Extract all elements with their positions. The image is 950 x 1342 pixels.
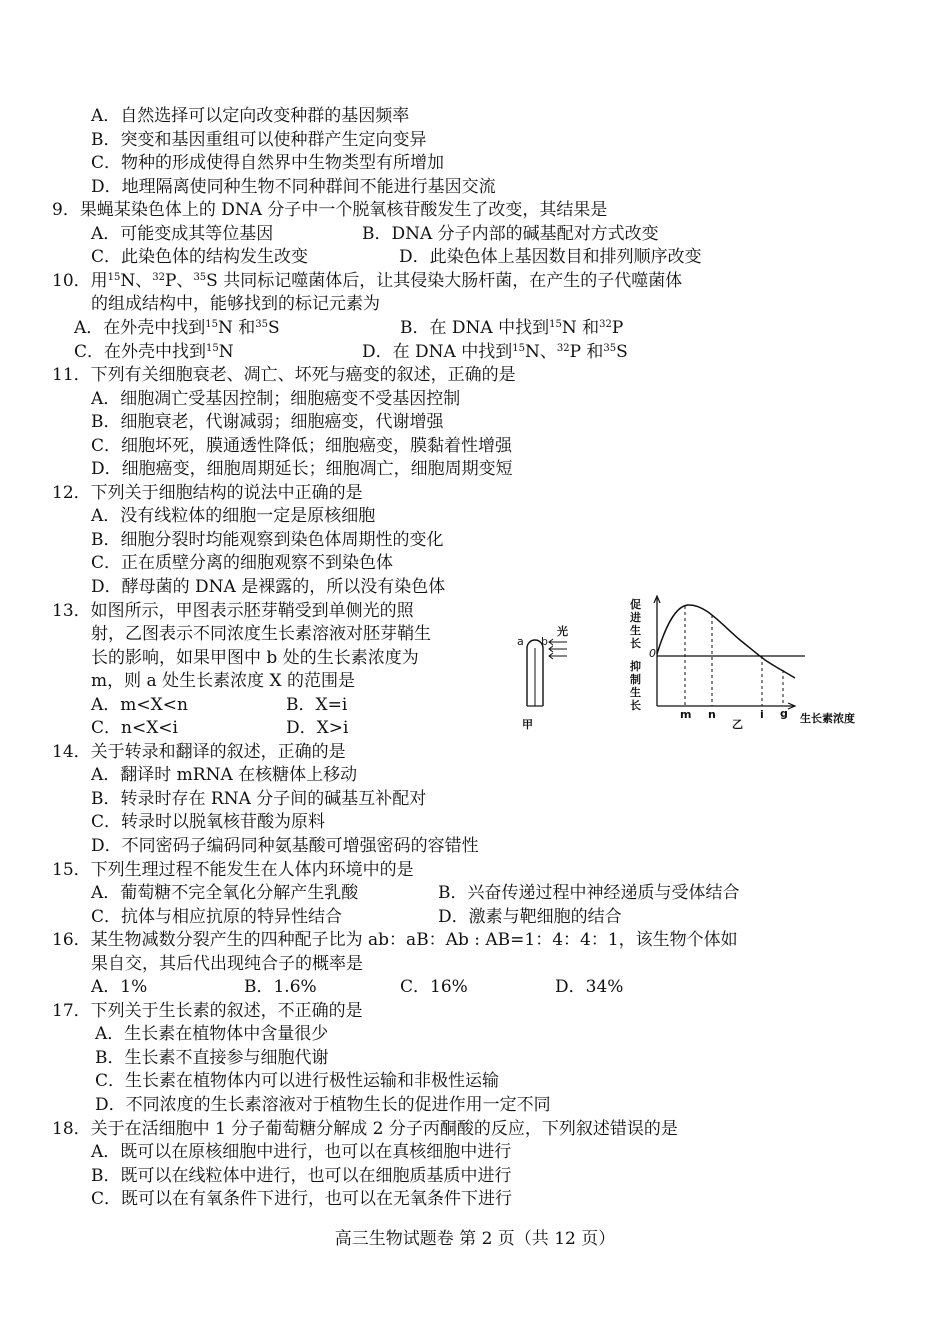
q15-stem: 15．下列生理过程不能发生在人体内环境中的是 xyxy=(52,860,414,880)
q13-figure xyxy=(505,588,875,738)
q11-stem: 11．下列有关细胞衰老、凋亡、坏死与癌变的叙述，正确的是 xyxy=(52,365,516,385)
q9-option-d: D．此染色体上基因数目和排列顺序改变 xyxy=(399,247,702,267)
tick-g: g xyxy=(780,707,788,720)
growth-curve-chart xyxy=(629,596,855,731)
q8-option-d: D．地理隔离使同种生物不同种群间不能进行基因交流 xyxy=(91,177,496,197)
label-a: a xyxy=(517,635,524,648)
q18-option-b: B．既可以在线粒体中进行，也可以在细胞质基质中进行 xyxy=(91,1166,512,1186)
q17-option-c: C．生长素在植物体内可以进行极性运输和非极性运输 xyxy=(95,1071,500,1091)
q15-option-d: D．激素与靶细胞的结合 xyxy=(438,907,622,927)
q10-stem-cont: 的组成结构中，能够找到的标记元素为 xyxy=(91,294,380,314)
q14-stem: 14．关于转录和翻译的叙述，正确的是 xyxy=(52,742,346,762)
q16-option-b: B．1.6% xyxy=(244,977,317,997)
q11-option-c: C．细胞坏死，膜通透性降低；细胞癌变，膜黏着性增强 xyxy=(91,436,513,456)
q16-stem-cont: 果自交，其后代出现纯合子的概率是 xyxy=(91,954,363,974)
x-axis-label: 生长素浓度 xyxy=(800,712,855,725)
q16-stem: 16．某生物减数分裂产生的四种配子比为 ab：aB：Ab : AB=1：4：4：1，该生物个体如 xyxy=(52,930,738,950)
q8-option-b: B．突变和基因重组可以使种群产生定向变异 xyxy=(91,130,427,150)
q18-stem: 18．关于在活细胞中 1 分子葡萄糖分解成 2 分子丙酮酸的反应，下列叙述错误的是 xyxy=(52,1119,678,1139)
svg-text:抑制生长: 抑制生长 xyxy=(630,660,641,712)
caption-yi: 乙 xyxy=(732,718,743,731)
q17-option-b: B．生长素不直接参与细胞代谢 xyxy=(95,1048,329,1068)
q12-option-c: C．正在质壁分离的细胞观察不到染色体 xyxy=(91,553,394,573)
q15-option-c: C．抗体与相应抗原的特异性结合 xyxy=(91,907,343,927)
q12-option-b: B．细胞分裂时均能观察到染色体周期性的变化 xyxy=(91,530,444,550)
q17-option-a: A．生长素在植物体中含量很少 xyxy=(95,1024,329,1044)
q13-stem: 13．如图所示，甲图表示胚芽鞘受到单侧光的照 xyxy=(52,601,414,621)
q16-option-a: A．1% xyxy=(91,977,148,997)
q14-option-c: C．转录时以脱氧核苷酸为原料 xyxy=(91,812,326,832)
q18-option-a: A．既可以在原核细胞中进行，也可以在真核细胞中进行 xyxy=(91,1142,512,1162)
page-footer: 高三生物试题卷 第 2 页（共 12 页） xyxy=(334,1229,616,1249)
q9-option-a: A．可能变成其等位基因 xyxy=(91,224,274,244)
q11-option-d: D．细胞癌变，细胞周期延长；细胞凋亡，细胞周期变短 xyxy=(91,459,513,479)
tick-i: i xyxy=(760,708,764,721)
q9-option-b: B．DNA 分子内部的碱基配对方式改变 xyxy=(362,224,659,244)
q13-option-d: D．X>i xyxy=(286,718,349,738)
q13-option-a: A．m<X<n xyxy=(91,695,188,715)
q11-option-b: B．细胞衰老，代谢减弱；细胞癌变，代谢增强 xyxy=(91,412,444,432)
q10-option-c: C．在外壳中找到$^{15}$N xyxy=(74,342,234,362)
q12-option-d: D．酵母菌的 DNA 是裸露的，所以没有染色体 xyxy=(91,577,446,597)
response-curve xyxy=(657,605,795,678)
q14-option-b: B．转录时存在 RNA 分子间的碱基互补配对 xyxy=(91,789,427,809)
q13-stem-2: 射，乙图表示不同浓度生长素溶液对胚芽鞘生 xyxy=(91,624,431,644)
svg-text:促进生长: 促进生长 xyxy=(630,598,641,650)
q18-option-c: C．既可以在有氧条件下进行，也可以在无氧条件下进行 xyxy=(91,1189,513,1209)
origin-label: 0 xyxy=(649,647,656,660)
q13-stem-4: m，则 a 处生长素浓度 X 的范围是 xyxy=(91,671,355,691)
q11-option-a: A．细胞凋亡受基因控制；细胞癌变不受基因控制 xyxy=(91,389,461,409)
q13-option-c: C．n<X<i xyxy=(91,718,178,738)
label-b: b xyxy=(541,635,548,648)
label-light: 光 xyxy=(557,625,568,638)
tick-m: m xyxy=(680,708,692,721)
q12-stem: 12．下列关于细胞结构的说法中正确的是 xyxy=(52,483,363,503)
y-label-inhibit xyxy=(630,659,641,712)
q14-option-d: D．不同密码子编码同种氨基酸可增强密码的容错性 xyxy=(91,836,479,856)
q10-option-a: A．在外壳中找到$^{15}$N 和$^{35}$S xyxy=(74,318,280,338)
q10-option-b: B．在 DNA 中找到$^{15}$N 和$^{32}$P xyxy=(400,318,624,338)
q9-stem: 9．果蝇某染色体上的 DNA 分子中一个脱氧核苷酸发生了改变，其结果是 xyxy=(52,200,608,220)
q15-option-b: B．兴奋传递过程中神经递质与受体结合 xyxy=(438,883,740,903)
coleoptile-diagram xyxy=(517,624,568,731)
q10-stem: 10．用$^{15}$N、$^{32}$P、$^{35}$S 共同标记噬菌体后，让其侵染大肠杆菌，在产生的子代噬菌体 xyxy=(52,271,683,291)
q10-option-d: D．在 DNA 中找到$^{15}$N、$^{32}$P 和$^{35}$S xyxy=(362,342,628,362)
q13-stem-3: 长的影响，如果甲图中 b 处的生长素浓度为 xyxy=(91,648,419,668)
q16-option-d: D．34% xyxy=(555,977,624,997)
q14-option-a: A．翻译时 mRNA 在核糖体上移动 xyxy=(91,765,358,785)
q8-option-a: A．自然选择可以定向改变种群的基因频率 xyxy=(91,106,410,126)
tick-n: n xyxy=(708,708,716,721)
q15-option-a: A．葡萄糖不完全氧化分解产生乳酸 xyxy=(91,883,359,903)
q9-option-c: C．此染色体的结构发生改变 xyxy=(91,247,309,267)
q8-option-c: C．物种的形成使得自然界中生物类型有所增加 xyxy=(91,153,445,173)
q17-stem: 17．下列关于生长素的叙述，不正确的是 xyxy=(52,1001,363,1021)
q12-option-a: A．没有线粒体的细胞一定是原核细胞 xyxy=(91,506,376,526)
q16-option-c: C．16% xyxy=(400,977,468,997)
q13-option-b: B．X=i xyxy=(286,695,348,715)
caption-jia: 甲 xyxy=(522,718,533,731)
q17-option-d: D．不同浓度的生长素溶液对于植物生长的促进作用一定不同 xyxy=(95,1095,551,1115)
y-label-promote xyxy=(629,597,641,650)
light-arrows xyxy=(549,639,567,659)
